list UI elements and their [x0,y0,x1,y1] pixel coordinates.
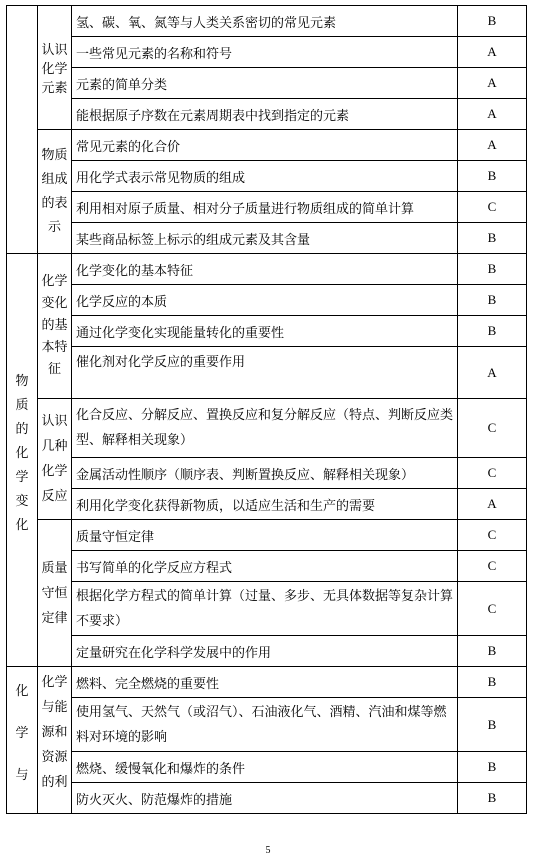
level-cell: C [458,399,527,458]
item-text: 燃料、完全燃烧的重要性 [72,667,458,698]
level-cell: C [458,551,527,582]
level-cell: C [458,520,527,551]
level-cell: A [458,347,527,399]
table-row [7,752,527,783]
table-row [7,667,527,698]
item-text: 质量守恒定律 [72,520,458,551]
item-text: 化学反应的本质 [72,285,458,316]
table-row [7,636,527,667]
level-cell: C [458,582,527,636]
level-cell: A [458,68,527,99]
table-row [7,6,527,37]
item-text: 利用相对原子质量、相对分子质量进行物质组成的简单计算 [72,192,458,223]
item-text: 能根据原子序数在元素周期表中找到指定的元素 [72,99,458,130]
level-cell: B [458,667,527,698]
level-cell: B [458,285,527,316]
level-cell: B [458,783,527,814]
item-text: 某些商品标签上标示的组成元素及其含量 [72,223,458,254]
subsection-label: 认识 几种 化学 反应 [38,399,72,520]
subsection-label: 认识 化学 元素 [38,6,72,130]
level-cell: A [458,489,527,520]
section-label-1 [7,6,38,254]
table-row [7,520,527,551]
table-row [7,68,527,99]
subsection-label: 化学 变化 的基 本特 征 [38,254,72,399]
level-cell: A [458,99,527,130]
table-row [7,99,527,130]
item-text: 化学变化的基本特征 [72,254,458,285]
item-text: 根据化学方程式的简单计算（过量、多步、无具体数据等复杂计算不要求） [72,582,458,636]
table-row [7,223,527,254]
item-text: 防火灭火、防范爆炸的措施 [72,783,458,814]
level-cell: B [458,316,527,347]
item-text: 使用氢气、天然气（或沼气）、石油液化气、酒精、汽油和煤等燃料对环境的影响 [72,698,458,752]
table-row [7,551,527,582]
level-cell: B [458,636,527,667]
item-text: 用化学式表示常见物质的组成 [72,161,458,192]
item-text: 通过化学变化实现能量转化的重要性 [72,316,458,347]
table-row [7,192,527,223]
level-cell: B [458,161,527,192]
level-cell: A [458,130,527,161]
level-cell: B [458,752,527,783]
table-row [7,37,527,68]
table-row [7,489,527,520]
subsection-label: 物质 组成 的表 示 [38,130,72,254]
table-row [7,285,527,316]
level-cell: C [458,458,527,489]
item-text: 书写简单的化学反应方程式 [72,551,458,582]
section-label-2: 物 质 的 化 学 变 化 [7,254,38,667]
section-label-3: 化 学 与 [7,667,38,814]
curriculum-table [6,5,527,814]
table-row [7,254,527,285]
table-row [7,347,527,399]
level-cell: B [458,254,527,285]
item-text: 定量研究在化学科学发展中的作用 [72,636,458,667]
level-cell: B [458,698,527,752]
table-row [7,316,527,347]
level-cell: A [458,37,527,68]
subsection-label: 质量 守恒 定律 [38,520,72,667]
page-number: 5 [265,845,271,856]
item-text: 化合反应、分解反应、置换反应和复分解反应（特点、判断反应类型、解释相关现象） [72,399,458,458]
level-cell: B [458,6,527,37]
table-row [7,161,527,192]
item-text: 催化剂对化学反应的重要作用 [72,347,458,399]
table-row [7,582,527,636]
table-row [7,399,527,458]
item-text: 利用化学变化获得新物质，以适应生活和生产的需要 [72,489,458,520]
level-cell: B [458,223,527,254]
item-text: 常见元素的化合价 [72,130,458,161]
item-text: 燃烧、缓慢氧化和爆炸的条件 [72,752,458,783]
table-row [7,783,527,814]
table-row [7,698,527,752]
item-text: 元素的简单分类 [72,68,458,99]
table-row [7,458,527,489]
item-text: 一些常见元素的名称和符号 [72,37,458,68]
subsection-label: 化学 与能 源和 资源 的利 [38,667,72,814]
item-text: 氢、碳、氧、氮等与人类关系密切的常见元素 [72,6,458,37]
item-text: 金属活动性顺序（顺序表、判断置换反应、解释相关现象） [72,458,458,489]
level-cell: C [458,192,527,223]
table-row [7,130,527,161]
